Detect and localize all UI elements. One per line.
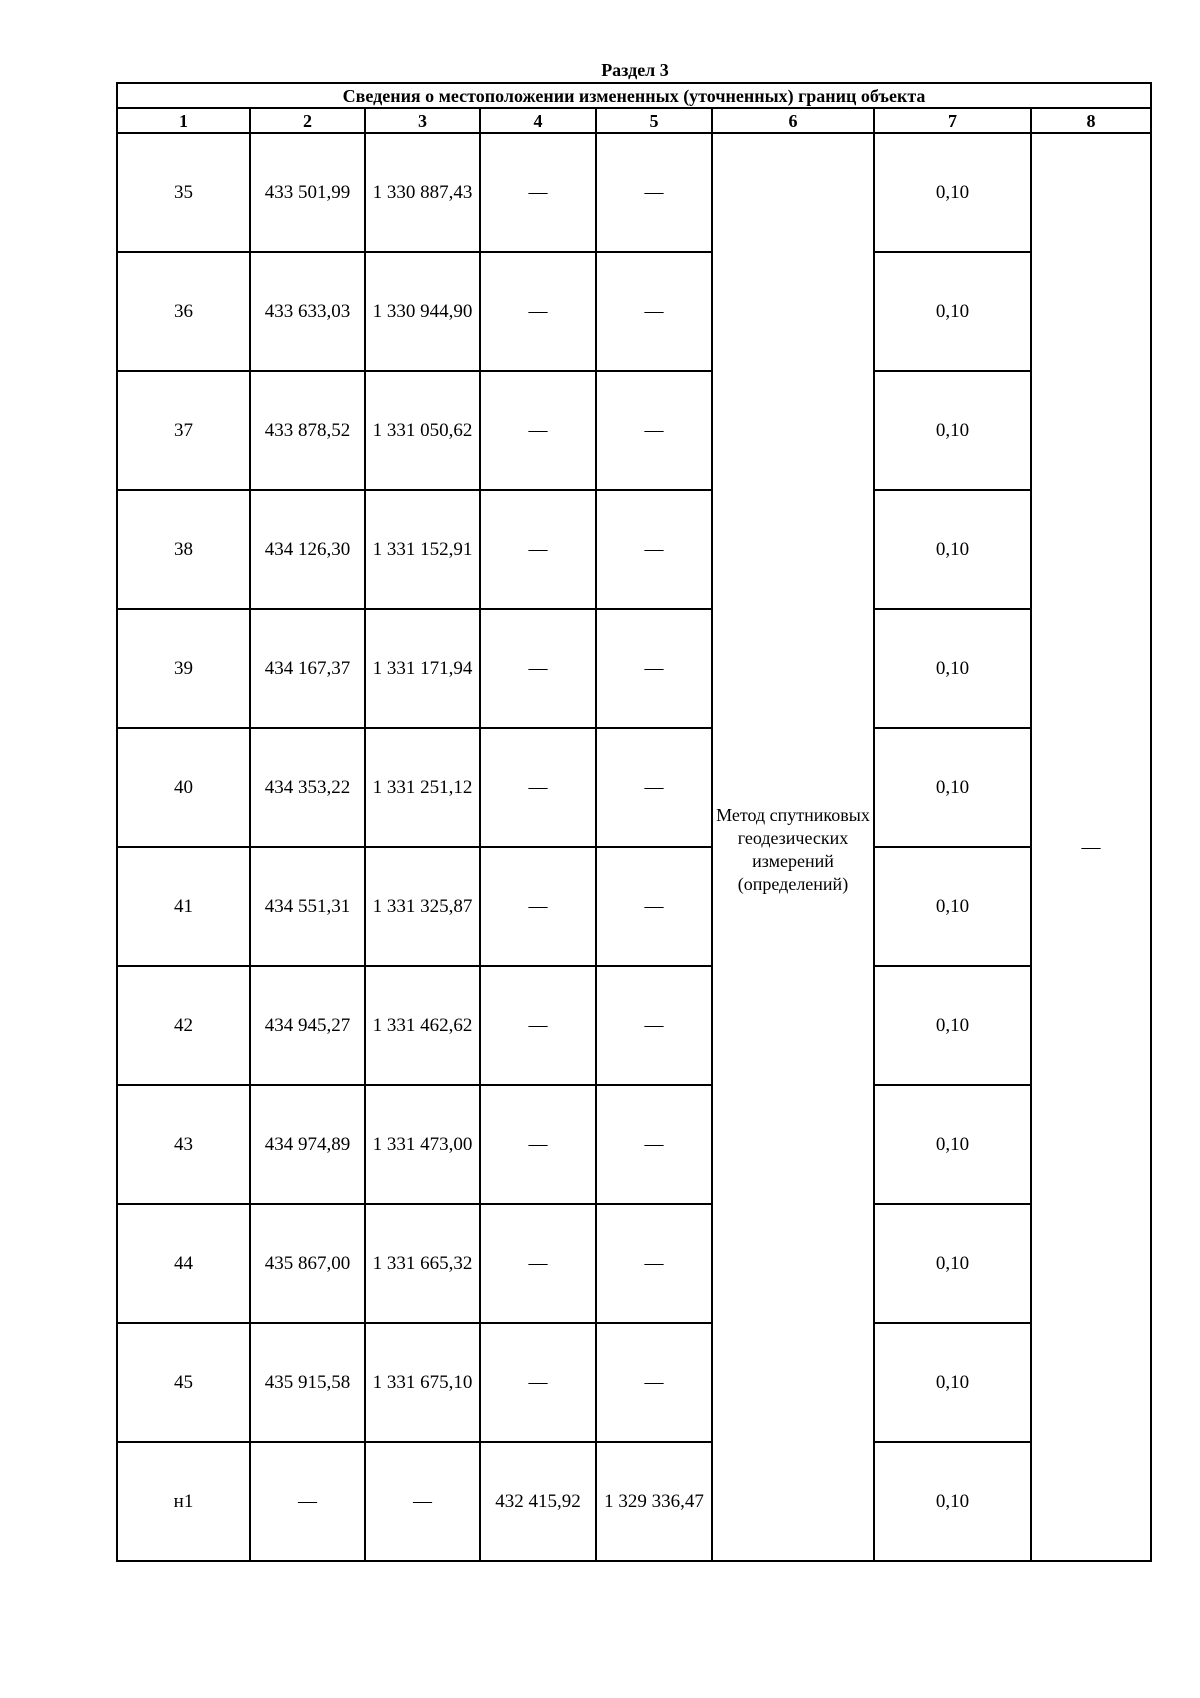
y-new-coordinate-cell: — xyxy=(596,1085,712,1204)
column-number-row xyxy=(117,108,1151,133)
column-number: 3 xyxy=(365,108,480,133)
y-new-coordinate-cell: — xyxy=(596,252,712,371)
column-number: 7 xyxy=(874,108,1031,133)
point-number-cell: 44 xyxy=(117,1204,250,1323)
x-new-coordinate-cell: — xyxy=(480,728,596,847)
precision-cell: 0,10 xyxy=(874,847,1031,966)
y-coordinate-cell: 1 330 887,43 xyxy=(365,133,480,252)
column-number: 8 xyxy=(1031,108,1151,133)
precision-cell: 0,10 xyxy=(874,252,1031,371)
x-coordinate-cell: 434 974,89 xyxy=(250,1085,365,1204)
point-number-cell: 40 xyxy=(117,728,250,847)
y-new-coordinate-cell: — xyxy=(596,847,712,966)
table-row xyxy=(117,1204,1151,1323)
column-number: 5 xyxy=(596,108,712,133)
x-new-coordinate-cell: — xyxy=(480,966,596,1085)
x-new-coordinate-cell: — xyxy=(480,133,596,252)
y-new-coordinate-cell: — xyxy=(596,1204,712,1323)
x-new-coordinate-cell: — xyxy=(480,847,596,966)
y-new-coordinate-cell: — xyxy=(596,490,712,609)
table-row xyxy=(117,371,1151,490)
y-new-coordinate-cell: — xyxy=(596,1323,712,1442)
y-coordinate-cell: 1 330 944,90 xyxy=(365,252,480,371)
x-coordinate-cell: 433 878,52 xyxy=(250,371,365,490)
y-coordinate-cell: 1 331 325,87 xyxy=(365,847,480,966)
table-row xyxy=(117,490,1151,609)
table-row xyxy=(117,1085,1151,1204)
precision-cell: 0,10 xyxy=(874,1323,1031,1442)
table-row xyxy=(117,966,1151,1085)
section-title: Раздел 3 xyxy=(601,60,669,80)
y-coordinate-cell: 1 331 462,62 xyxy=(365,966,480,1085)
x-coordinate-cell: — xyxy=(250,1442,365,1561)
precision-cell: 0,10 xyxy=(874,371,1031,490)
x-new-coordinate-cell: — xyxy=(480,371,596,490)
x-coordinate-cell: 434 167,37 xyxy=(250,609,365,728)
x-coordinate-cell: 435 867,00 xyxy=(250,1204,365,1323)
point-number-cell: 37 xyxy=(117,371,250,490)
y-coordinate-cell: 1 331 675,10 xyxy=(365,1323,480,1442)
x-new-coordinate-cell: — xyxy=(480,609,596,728)
y-coordinate-cell: 1 331 665,32 xyxy=(365,1204,480,1323)
point-number-cell: 45 xyxy=(117,1323,250,1442)
boundary-points-table xyxy=(116,82,1152,1562)
y-coordinate-cell: 1 331 171,94 xyxy=(365,609,480,728)
point-number-cell: н1 xyxy=(117,1442,250,1561)
precision-cell: 0,10 xyxy=(874,133,1031,252)
precision-cell: 0,10 xyxy=(874,728,1031,847)
y-coordinate-cell: 1 331 050,62 xyxy=(365,371,480,490)
precision-cell: 0,10 xyxy=(874,1085,1031,1204)
point-number-cell: 38 xyxy=(117,490,250,609)
y-coordinate-cell: 1 331 473,00 xyxy=(365,1085,480,1204)
x-new-coordinate-cell: — xyxy=(480,252,596,371)
table-row xyxy=(117,252,1151,371)
x-coordinate-cell: 434 126,30 xyxy=(250,490,365,609)
y-new-coordinate-cell: — xyxy=(596,609,712,728)
point-number-cell: 35 xyxy=(117,133,250,252)
precision-cell: 0,10 xyxy=(874,490,1031,609)
x-coordinate-cell: 434 551,31 xyxy=(250,847,365,966)
point-number-cell: 41 xyxy=(117,847,250,966)
method-cell: Метод спутниковых геодезических измерений (определений) xyxy=(712,133,874,1561)
y-coordinate-cell: 1 331 251,12 xyxy=(365,728,480,847)
y-new-coordinate-cell: — xyxy=(596,966,712,1085)
x-coordinate-cell: 433 501,99 xyxy=(250,133,365,252)
table-row xyxy=(117,133,1151,252)
table-caption-row xyxy=(117,83,1151,108)
column-8-cell: — xyxy=(1031,133,1151,1561)
y-coordinate-cell: — xyxy=(365,1442,480,1561)
precision-cell: 0,10 xyxy=(874,1204,1031,1323)
precision-cell: 0,10 xyxy=(874,966,1031,1085)
x-coordinate-cell: 434 945,27 xyxy=(250,966,365,1085)
x-coordinate-cell: 433 633,03 xyxy=(250,252,365,371)
y-new-coordinate-cell: — xyxy=(596,133,712,252)
precision-cell: 0,10 xyxy=(874,1442,1031,1561)
x-new-coordinate-cell: — xyxy=(480,1085,596,1204)
table-row xyxy=(117,1442,1151,1561)
x-new-coordinate-cell: — xyxy=(480,1204,596,1323)
y-new-coordinate-cell: — xyxy=(596,728,712,847)
point-number-cell: 42 xyxy=(117,966,250,1085)
column-number: 4 xyxy=(480,108,596,133)
y-new-coordinate-cell: — xyxy=(596,371,712,490)
table-row xyxy=(117,609,1151,728)
table-row xyxy=(117,1323,1151,1442)
table-caption: Сведения о местоположении измененных (уточненных) границ объекта xyxy=(117,83,1151,108)
x-new-coordinate-cell: — xyxy=(480,490,596,609)
y-new-coordinate-cell: 1 329 336,47 xyxy=(596,1442,712,1561)
column-number: 2 xyxy=(250,108,365,133)
table-row xyxy=(117,728,1151,847)
column-number: 1 xyxy=(117,108,250,133)
x-new-coordinate-cell: — xyxy=(480,1323,596,1442)
point-number-cell: 36 xyxy=(117,252,250,371)
point-number-cell: 43 xyxy=(117,1085,250,1204)
point-number-cell: 39 xyxy=(117,609,250,728)
x-coordinate-cell: 434 353,22 xyxy=(250,728,365,847)
precision-cell: 0,10 xyxy=(874,609,1031,728)
y-coordinate-cell: 1 331 152,91 xyxy=(365,490,480,609)
x-new-coordinate-cell: 432 415,92 xyxy=(480,1442,596,1561)
table-row xyxy=(117,847,1151,966)
column-number: 6 xyxy=(712,108,874,133)
x-coordinate-cell: 435 915,58 xyxy=(250,1323,365,1442)
